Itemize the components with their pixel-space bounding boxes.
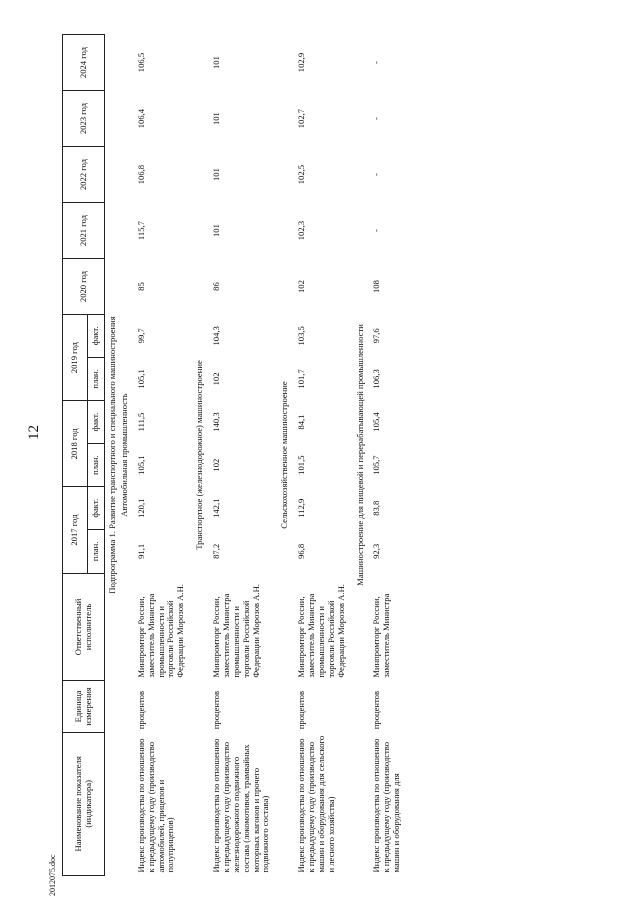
value-2024: 106,5 — [135, 52, 146, 73]
header-2017-fact: факт. — [88, 487, 105, 530]
responsible-cell: Минпромторг России, заместитель Министра — [371, 593, 392, 678]
value-2019-fact: 104,3 — [211, 326, 221, 346]
value-2023: 102,7 — [296, 108, 307, 129]
value-2023: 101 — [211, 112, 221, 126]
header-name: Наименование показателя (индикатора) — [63, 732, 105, 875]
value-2024: 101 — [211, 56, 221, 69]
table-row — [293, 35, 354, 876]
unit-cell: процентов — [211, 690, 221, 730]
unit-cell: процентов — [296, 690, 307, 730]
value-2017-fact: 112,9 — [296, 498, 307, 518]
section-title: Транспортное (железнодорожное) машиностроение — [194, 360, 205, 550]
header-2024: 2024 год — [63, 35, 105, 91]
value-2019-fact: 97,6 — [371, 328, 382, 344]
table-row — [208, 35, 279, 876]
value-2017-fact: 83,8 — [371, 500, 382, 516]
value-2023: - — [371, 117, 382, 121]
section-title: Машиностроение для пищевой и перерабатывающей промышленности — [354, 324, 365, 586]
header-2017-plan: план. — [88, 530, 105, 574]
value-2022: 102,5 — [296, 164, 307, 185]
header-responsible: Ответственный исполнитель — [63, 573, 105, 680]
value-2020: 86 — [211, 282, 221, 291]
value-2018-fact: 140,3 — [211, 412, 221, 432]
rotated-table-container — [62, 34, 582, 876]
unit-cell: процентов — [135, 690, 146, 730]
value-2019-plan: 106,3 — [371, 369, 382, 389]
value-2018-plan: 105,7 — [371, 455, 382, 475]
value-2021: 102,3 — [296, 220, 307, 241]
value-2021: 115,7 — [135, 221, 146, 241]
value-2020: 108 — [371, 280, 382, 293]
value-2019-plan: 102 — [211, 372, 221, 386]
value-2018-fact: 105,4 — [371, 412, 382, 432]
value-2023: 106,4 — [135, 108, 146, 129]
section-title: Автомобильная промышленность — [118, 393, 129, 517]
header-2021: 2021 год — [63, 203, 105, 259]
indicator-name: Индекс производства по отношению к предыдущему году (производство машин и оборудования для — [371, 738, 402, 873]
unit-cell: процентов — [371, 690, 382, 730]
value-2021: - — [371, 229, 382, 232]
indicator-name: Индекс производства по отношению к предыдущему году (производство железнодорожного подвижного состава (локомотивов, трамвайных моторных вагонов и прочего подвижного состава) — [211, 738, 271, 873]
indicator-name: Индекс производства по отношению к предыдущему году (производство автомобилей, прицепов и полуприцепов) — [135, 738, 176, 873]
value-2019-fact: 103,5 — [296, 326, 307, 346]
value-2017-plan: 92,3 — [371, 543, 382, 559]
value-2018-plan: 101,5 — [296, 455, 307, 475]
value-2017-fact: 120,1 — [135, 498, 146, 518]
value-2018-fact: 84,1 — [296, 414, 307, 430]
responsible-cell: Минпромторг России, заместитель Министра промышленности и торговли Российской Федерации Морозов А.Н. — [135, 584, 186, 678]
header-2018: 2018 год — [63, 401, 88, 487]
header-2017: 2017 год — [63, 487, 88, 573]
value-2017-fact: 142,1 — [211, 498, 221, 518]
value-2017-plan: 91,1 — [135, 543, 146, 559]
header-2018-plan: план. — [88, 443, 105, 487]
page-number: 12 — [26, 425, 42, 440]
value-2020: 85 — [135, 282, 146, 291]
value-2020: 102 — [296, 280, 307, 293]
value-2018-plan: 102 — [211, 458, 221, 472]
responsible-cell: Минпромторг России, заместитель Министра промышленности и торговли Российской Федерации Морозов А.Н. — [211, 584, 261, 678]
value-2017-plan: 87,2 — [211, 543, 221, 559]
header-2022: 2022 год — [63, 147, 105, 203]
header-unit: Единица измерения — [63, 681, 105, 733]
indicator-name: Индекс производства по отношению к предыдущему году (производство машин и оборудования для сельского и лесного хозяйства) — [296, 735, 336, 873]
header-2019-plan: план. — [88, 357, 105, 401]
value-2017-plan: 96,8 — [296, 543, 307, 559]
header-2020: 2020 год — [63, 259, 105, 315]
subprogram-title: Подпрограмма 1. Развитие транспортного и специального машиностроения — [107, 316, 117, 594]
value-2021: 101 — [211, 224, 221, 237]
header-2019: 2019 год — [63, 315, 88, 401]
table-row — [368, 35, 410, 876]
value-2022: 106,8 — [135, 164, 146, 185]
value-2024: - — [371, 61, 382, 64]
value-2024: 102,9 — [296, 52, 307, 73]
value-2018-fact: 111,5 — [135, 412, 146, 432]
value-2019-fact: 99,7 — [135, 328, 146, 344]
value-2022: 101 — [211, 168, 221, 182]
header-2023: 2023 год — [63, 91, 105, 147]
responsible-cell: Минпромторг России, заместитель Министра промышленности и торговли Российской Федерации Морозов А.Н. — [296, 584, 346, 678]
footer-filename: 2012075.doc — [48, 854, 57, 896]
header-2018-fact: факт. — [88, 401, 105, 444]
value-2022: - — [371, 173, 382, 177]
table-row — [133, 35, 194, 876]
value-2019-plan: 105,1 — [135, 369, 146, 389]
section-title: Сельскохозяйственное машиностроение — [279, 381, 290, 529]
header-2019-fact: факт. — [88, 315, 105, 358]
value-2019-plan: 101,7 — [296, 369, 307, 389]
indicators-table — [62, 34, 410, 876]
value-2018-plan: 105,1 — [135, 455, 146, 475]
